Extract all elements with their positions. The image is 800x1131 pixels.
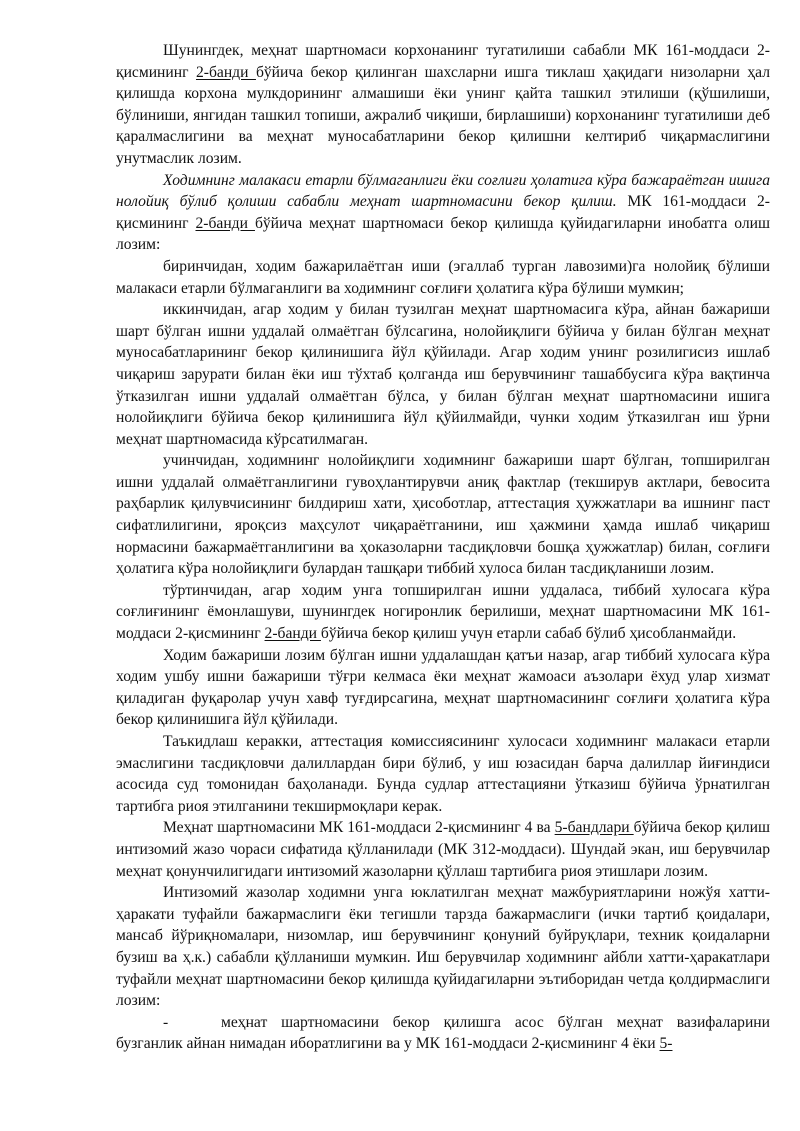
article-link-2-band[interactable]: 2-банди bbox=[264, 625, 321, 643]
paragraph-7: Ходим бажариши лозим бўлган ишни уддалашдан қатъи назар, агар тиббий хулосага кўра ходим ушбу ишни бажариши тўғри келмаса ёки меҳнат жамоаси аъзолари ёхуд улар хизмат қиладиган фуқаролар учун хавф туғдирсагина, меҳнат шартномасининг соғлиғи ҳолатига кўра бекор қилинишига йўл қўйилади. bbox=[116, 646, 770, 729]
paragraph-10: Интизомий жазолар ходимни унга юклатилган меҳнат мажбуриятларини ножўя хатти-ҳаракати туфайли бажармаслиги ёки тегишли тарзда бажармаслиги (ички тартиб қоидалари, мансаб йўриқномалари, низомлар, иш берувчининг қонуний буйруқлари, техник қоидаларни бузиш ва ҳ.к.) сабабли қўлланиши мумкин. Иш берувчилар ходимнинг айбли хатти-ҳаракатлари туфайли меҳнат шартномасини бекор қилишда қуйидагиларни эътиборидан четда қолдирмаслиги лозим: bbox=[116, 884, 770, 1010]
article-link-2-band[interactable]: 2-банди bbox=[195, 214, 255, 232]
section-italic-heading: Ходимнинг малакаси етарли бўлмаганлиги ёки соғлиғи ҳолатига кўра бажараётган ишига нолойиқ бўлиб қолиши сабабли меҳнат шартномасини бекор қилиш. bbox=[116, 171, 770, 211]
article-link-2-band[interactable]: 2-банди bbox=[195, 63, 256, 81]
article-link-5-band[interactable]: 5- bbox=[659, 1035, 673, 1053]
document-page bbox=[116, 40, 770, 1055]
paragraph-4: иккинчидан, агар ходим у билан тузилган меҳнат шартномасига кўра, айнан бажариши шарт бўлган ишни уддалай олмаётган бўлсагина, нолойиқлиги бўйича у билан бўлган меҳнат муносабатларининг бекор қилинишига йўл қўйилади. Агар ходим унинг розилигисиз ишлаб чиқариш зарурати билан ёки иш тўхтаб қолганда иш берувчининг ташаббусига кўра вақтинча ўтказилган ишни уддалай олмаётган бўлса, у билан бўлган меҳнат шартномасини ишига нолойиқлиги бўйича бекор қилинишига йўл қўйилмайди, чунки ходим ўтказилган иш ўрни меҳнат шартномасида кўрсатилмаган. bbox=[116, 301, 770, 448]
list-item bbox=[116, 1012, 770, 1055]
paragraph-1-text-b: бўйича бекор қилинган шахсларни ишга тиклаш ҳақидаги низоларни ҳал қилишда корхона мулкдорининг алмашиши ёки унинг қайта ташкил этилиши (қўшилиши, бўлиниши, янгидан ташкил топиши, ажралиб чиқиши, бирлашиши) корхонанинг тугатилиши деб қаралмаслигини ва меҳнат муносабатларини бекор қилишни келтириб чиқармаслигини унутмаслик лозим. bbox=[116, 63, 771, 167]
paragraph-5: учинчидан, ходимнинг нолойиқлиги ходимнинг бажариши шарт бўлган, топширилган ишни уддалай олмаётганлигини гувоҳлантирувчи аниқ фактлар (текширув актлари, бевосита раҳбарлик қилувчисининг билдириш хати, ҳисоботлар, аттестация ҳужжатлари ва ишнинг паст сифатлилигини, яроқсиз маҳсулот чиқараётганини, иш ҳажмини ҳамда ишлаб чиқариш нормасини бажармаётганлигини ва ҳоказоларни тасдиқловчи бошқа ҳужжатлар) билан, соғлиғи ҳолатига кўра нолойиқлиги булардан ташқари тиббий хулоса билан тасдиқланиши лозим. bbox=[116, 452, 770, 578]
paragraph-2-text-b: бўйича меҳнат шартномаси бекор қилишда қуйидагиларни инобатга олиш лозим: bbox=[116, 214, 771, 254]
paragraph-6-text-b: бўйича бекор қилиш учун етарли сабаб бўлиб ҳисобланмайди. bbox=[320, 625, 737, 643]
paragraph-1 bbox=[116, 40, 770, 170]
paragraph-2 bbox=[116, 170, 770, 256]
paragraph-3: биринчидан, ходим бажарилаётган иши (эгаллаб турган лавозими)га нолойиқ бўлиши малакаси етарли бўлмаганлиги ва ходимнинг соғлиғи ҳолатига кўра бўлиши мумкин; bbox=[116, 257, 770, 297]
paragraph-2-text-a: МК 161-моддаси 2-қисмининг bbox=[116, 193, 770, 232]
paragraph-9-text-b: бўйича бекор қилиш интизомий жазо чораси сифатида қўлланилади (МК 312-моддаси). Шундай экан, иш берувчилар меҳнат қонунчилигидаги интизомий жазоларни қўллаш тартибига риоя этишлари лозим. bbox=[116, 819, 770, 880]
list-dash: - bbox=[163, 1013, 169, 1031]
paragraph-8: Таъкидлаш керакки, аттестация комиссиясининг хулосаси ходимнинг малакаси етарли эмаслигини тасдиқловчи далиллардан бири бўлиб, у иш юзасидан барча далиллар йиғиндиси асосида суд томонидан баҳоланади. Бунда судлар аттестацияни ўтказиш бўйича ўрнатилган тартибга риоя этилганини текширмоқлари керак. bbox=[116, 733, 770, 815]
list-item-text: меҳнат шартномасини бекор қилишга асос бўлган меҳнат вазифаларини бузганлик айнан нимадан иборатлигини ва у МК 161-моддаси 2-қисмининг 4 ёки bbox=[116, 1013, 770, 1053]
paragraph-9 bbox=[116, 817, 770, 882]
paragraph-1-text-a: Шунингдек, меҳнат шартномаси корхонанинг тугатилиши сабабли МК 161-моддаси 2-қисмининг bbox=[116, 42, 770, 81]
paragraph-6-text-a: тўртинчидан, агар ходим унга топширилган ишни уддаласа, тиббий хулосага кўра соғлиғининг ёмонлашуви, шунингдек ногиронлик берилиши, меҳнат шартномасини МК 161-моддаси 2-қисмининг bbox=[116, 581, 770, 643]
paragraph-9-text-a: Меҳнат шартномасини МК 161-моддаси 2-қисмининг 4 ва bbox=[163, 819, 555, 837]
paragraph-6 bbox=[116, 580, 770, 645]
article-link-5-bands[interactable]: 5-бандлари bbox=[554, 819, 634, 837]
